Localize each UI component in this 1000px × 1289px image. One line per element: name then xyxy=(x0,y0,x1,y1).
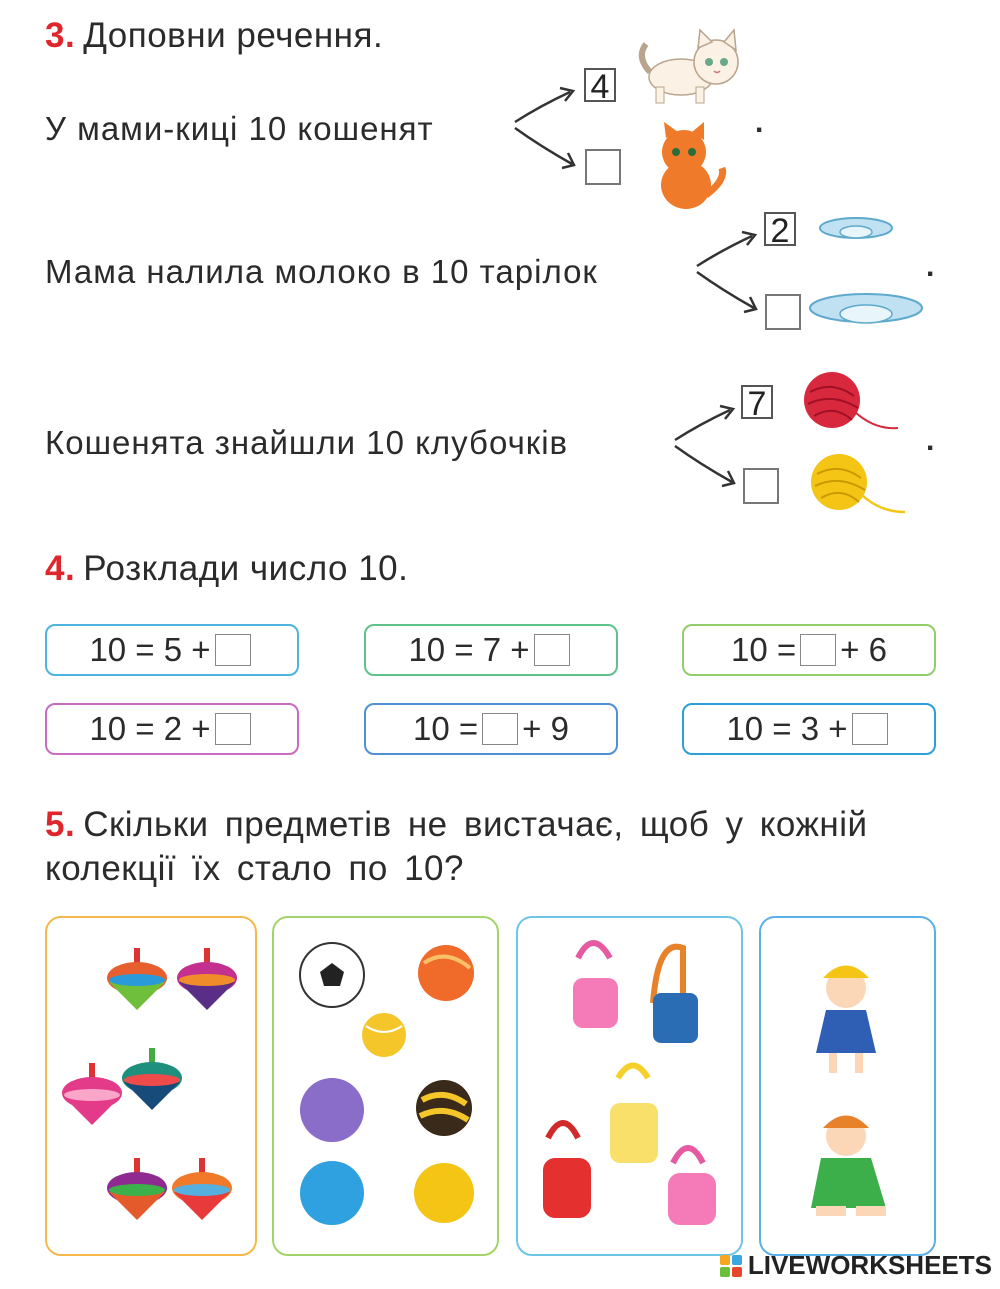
task3-sentence-2: Мама налила молоко в 10 тарілок xyxy=(45,253,598,290)
equation-3-input[interactable] xyxy=(800,634,836,666)
panel-dolls xyxy=(759,916,936,1256)
panel-balls xyxy=(272,916,499,1256)
given-box-1: 4 xyxy=(584,68,616,102)
end-dot-3: . xyxy=(926,424,935,457)
end-dot-2: . xyxy=(926,250,935,283)
equation-2-input[interactable] xyxy=(534,634,570,666)
end-dot-1: . xyxy=(755,106,764,139)
equation-3-left: 10 = xyxy=(731,631,797,668)
spinning-tops-icon xyxy=(47,918,255,1254)
equation-4 xyxy=(45,703,299,755)
equation-6-input[interactable] xyxy=(852,713,888,745)
task4-title xyxy=(45,549,408,589)
orange-kitten-icon xyxy=(646,120,736,215)
arrows-2 xyxy=(692,222,772,322)
equation-3-right: + 6 xyxy=(840,631,887,668)
logo-text: LIVEWORKSHEETS xyxy=(747,1250,992,1280)
given-box-2: 2 xyxy=(764,212,796,246)
task3-sentence-3: Кошенята знайшли 10 клубочків xyxy=(45,424,569,461)
answer-box-3[interactable] xyxy=(743,468,779,504)
equation-1-left: 10 = 5 + xyxy=(89,631,211,668)
task5-number: 5. xyxy=(45,805,76,844)
arrows-1 xyxy=(510,78,590,178)
arrows-3 xyxy=(670,396,750,496)
balls-icon xyxy=(274,918,497,1254)
big-plate-icon xyxy=(808,288,928,338)
equation-5-left: 10 = xyxy=(413,710,479,747)
small-plate-icon xyxy=(818,212,898,252)
task3-title-text: Доповни речення. xyxy=(83,16,384,55)
task3-title xyxy=(45,16,383,56)
white-kitten-icon xyxy=(636,22,746,107)
equation-4-input[interactable] xyxy=(215,713,251,745)
answer-box-2[interactable] xyxy=(765,294,801,330)
panel-bags xyxy=(516,916,743,1256)
equation-1-input[interactable] xyxy=(215,634,251,666)
task5-title-line1: Скільки предметів не вистачає, щоб у кожній xyxy=(83,805,868,844)
equation-5-right: + 9 xyxy=(522,710,569,747)
equation-2 xyxy=(364,624,618,676)
equation-2-left: 10 = 7 + xyxy=(408,631,530,668)
dolls-icon xyxy=(761,918,934,1254)
equation-5 xyxy=(364,703,618,755)
task4-number: 4. xyxy=(45,549,76,588)
task5-title-line2: колекції їх стало по 10? xyxy=(45,849,464,888)
yellow-yarn-ball-icon xyxy=(805,450,905,518)
equation-6-left: 10 = 3 + xyxy=(726,710,848,747)
panel-tops xyxy=(45,916,257,1256)
task5-title xyxy=(45,805,868,845)
given-box-3: 7 xyxy=(741,385,773,419)
red-yarn-ball-icon xyxy=(800,370,900,435)
logo-icon xyxy=(720,1255,742,1277)
equation-1 xyxy=(45,624,299,676)
equation-5-input[interactable] xyxy=(482,713,518,745)
liveworksheets-logo xyxy=(720,1250,992,1281)
bags-icon xyxy=(518,918,741,1254)
equation-4-left: 10 = 2 + xyxy=(89,710,211,747)
answer-box-1[interactable] xyxy=(585,149,621,185)
equation-3 xyxy=(682,624,936,676)
task3-sentence-1: У мами-киці 10 кошенят xyxy=(45,110,434,147)
task4-title-text: Розклади число 10. xyxy=(83,549,409,588)
task3-number: 3. xyxy=(45,16,76,55)
equation-6 xyxy=(682,703,936,755)
